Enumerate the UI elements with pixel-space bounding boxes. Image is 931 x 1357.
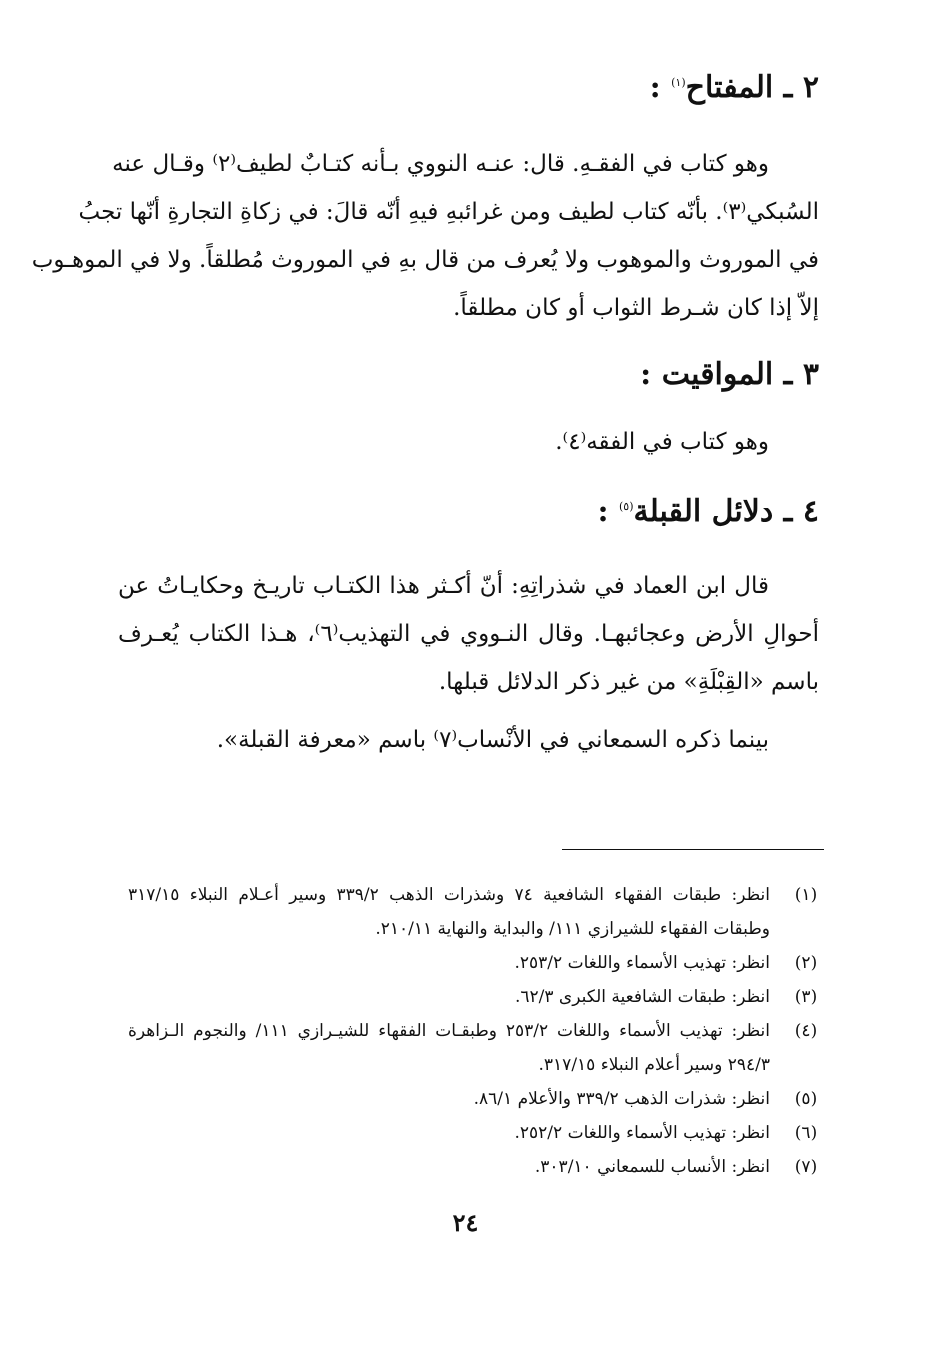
footnote-number: (٤) — [794, 1021, 818, 1041]
text-line: في الموروث والموهوب ولا يُعرف من قال بهِ في الموروث مُطلقاً. ولا في الموهـوب — [31, 247, 819, 273]
footnote-number: (٦) — [794, 1123, 818, 1143]
footnote-number: (٢) — [794, 953, 818, 973]
footnote-item — [128, 1014, 826, 1082]
footnote-item — [128, 1116, 826, 1150]
footnote-text: انظر: تهذيب الأسماء واللغات ٢٥٢/٢. — [514, 1123, 770, 1143]
footnote-ref: (٥) — [618, 500, 634, 513]
section-title: ٣ ـ المواقيت — [661, 357, 819, 392]
text-line: قال ابن العماد في شذراتِهِ: أنّ أكـثر هذا الكتـاب تاريـخ وحكايـاتُ عن — [118, 573, 769, 599]
section-heading-dalail-qibla — [597, 492, 819, 532]
text-line: بينما ذكره السمعاني في الأنْساب⁽٧⁾ باسم «معرفة القبلة». — [216, 727, 769, 753]
text-line: وهو كتاب في الفقـهِ. قال: عنـه النووي بـأنه كتـابٌ لطيف⁽٢⁾ وقـال عنه — [112, 151, 769, 177]
footnote-item — [128, 946, 826, 980]
text-line: باسم «القِبْلَةِ» من غير ذكر الدلائل قبلها. — [438, 669, 819, 695]
footnote-text: انظر: الأنساب للسمعاني ٣٠٣/١٠. — [534, 1157, 770, 1177]
footnote-item — [128, 1082, 826, 1116]
footnote-text: انظر: شذرات الذهب ٣٣٩/٢ والأعلام ٨٦/١. — [473, 1089, 770, 1109]
footnote-text: انظر: تهذيب الأسماء واللغات ٢٥٣/٢. — [514, 953, 770, 973]
footnote-item — [128, 878, 826, 946]
footnote-separator — [562, 849, 824, 850]
section-heading-miftah — [650, 68, 819, 108]
footnote-number: (٥) — [794, 1089, 818, 1109]
section-title: ٢ ـ المفتاح — [685, 70, 819, 105]
heading-colon: : — [649, 70, 672, 105]
footnote-number: (١) — [794, 885, 818, 905]
footnote-item — [128, 1150, 826, 1184]
text-line: أحوالِ الأرض وعجائبهـا. وقال النـووي في التهذيب⁽٦⁾، هـذا الكتاب يُعـرف — [118, 621, 819, 647]
section-heading-mawaqit — [640, 355, 819, 395]
text-line: وهو كتاب في الفقه⁽٤⁾. — [555, 429, 769, 455]
footnotes — [128, 878, 826, 1184]
heading-colon: : — [640, 357, 662, 392]
text-line: السُبكي⁽٣⁾. بأنّه كتاب لطيف ومن غرائبهِ فيهِ أنّه قالَ: في زكاةِ التجارةِ أنّها تجبُ — [78, 199, 819, 225]
section-title: ٤ ـ دلائل القبلة — [633, 494, 819, 529]
paragraph-samani — [118, 716, 819, 764]
footnote-number: (٣) — [794, 987, 818, 1007]
page-number: ٢٤ — [452, 1208, 479, 1237]
footnote-text: انظر: تهذيب الأسماء واللغات ٢٥٣/٢ وطبقـات الفقهاء للشيـرازي ١١١/ والنجوم الـزاهرة ٢٩٤/٣ وسير أعلام النبلاء ٣١٧/١٥. — [128, 1021, 771, 1075]
footnote-text: انظر: طبقات الشافعية الكبرى ٦٢/٣. — [514, 987, 770, 1007]
heading-colon: : — [597, 494, 619, 529]
footnote-text: انظر: طبقات الفقهاء الشافعية ٧٤ وشذرات الذهب ٣٣٩/٢ وسير أعـلام النبلاء ٣١٧/١٥ وطبقات الفقهاء للشيرازي ١١١/ والبداية والنهاية ٢١٠/١١. — [128, 885, 770, 939]
paragraph-mawaqit — [118, 418, 819, 466]
text-line: إلاّ إذا كان شـرط الثواب أو كان مطلقاً. — [453, 295, 819, 321]
footnote-ref: (١) — [671, 76, 686, 89]
paragraph-miftah — [31, 140, 819, 332]
footnote-item — [128, 980, 826, 1014]
footnote-number: (٧) — [794, 1157, 818, 1177]
paragraph-dalail-qibla — [118, 562, 819, 706]
